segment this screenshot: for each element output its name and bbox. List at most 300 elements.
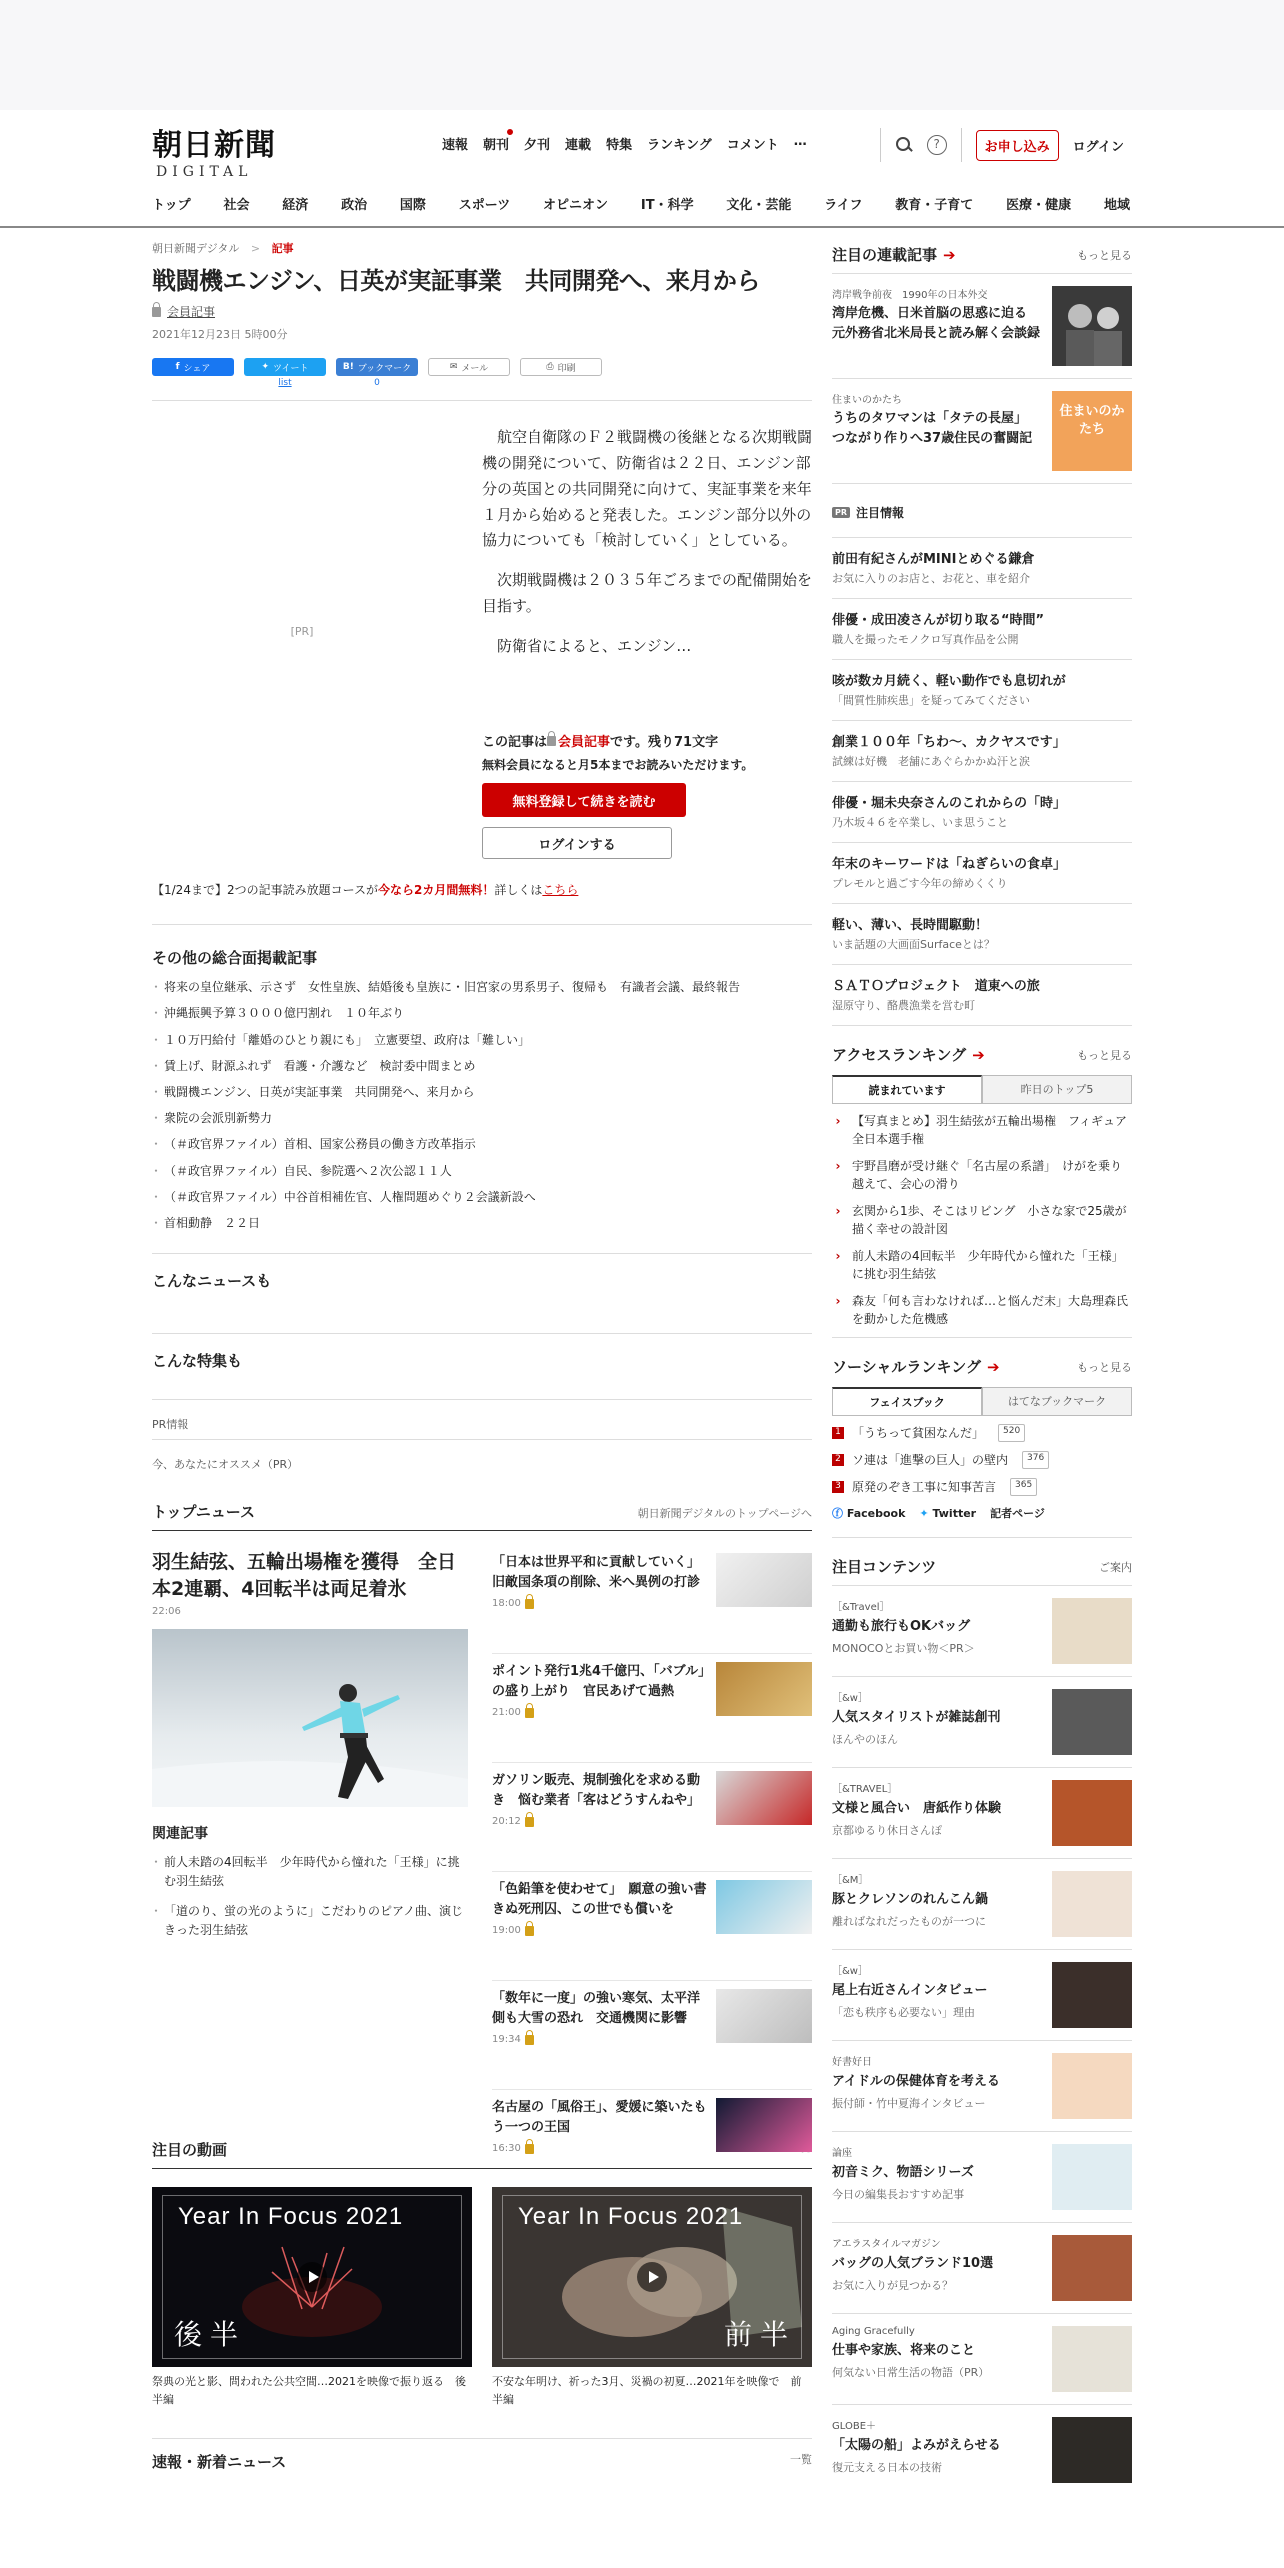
video-title: Year In Focus 2021 <box>178 2203 404 2231</box>
other-articles <box>152 924 812 1233</box>
paywall-prefix: この記事は <box>482 735 548 751</box>
serial-more-link[interactable]: もっと見る <box>1077 248 1132 262</box>
pr-title[interactable]: 俳優・成田凌さんが切り取る“時間” <box>832 613 1045 628</box>
ranking-item[interactable] <box>832 1478 1132 1496</box>
chevron-right-icon: › <box>835 1294 841 1308</box>
section-nav <box>152 194 1130 213</box>
lock-icon <box>152 307 161 317</box>
lock-icon <box>525 2144 534 2154</box>
site-header <box>0 110 1284 228</box>
related-list <box>152 1853 468 1940</box>
video-card[interactable] <box>152 2187 472 2408</box>
section-heading: アクセスランキング <box>832 1046 967 1064</box>
ranking-item[interactable] <box>832 1292 1132 1328</box>
related-news-block <box>152 1253 812 1333</box>
share-bar <box>152 358 812 388</box>
tab-yesterday-top5[interactable]: 昨日のトップ5 <box>982 1075 1132 1103</box>
promo-link[interactable]: こちら <box>542 883 579 898</box>
pr-item[interactable] <box>832 598 1132 659</box>
breadcrumb-separator: > <box>250 242 261 255</box>
content-title[interactable]: 初音ミク、物語シリーズ <box>832 2165 974 2180</box>
nav-choukan[interactable] <box>483 134 509 153</box>
play-icon[interactable] <box>297 2262 327 2292</box>
section-nav-item[interactable]: オピニオン <box>543 198 609 213</box>
ranking-title[interactable]: 宇野昌磨が受け継ぐ「名古屋の系譜」 けがを乗り越えて、会心の滑り <box>852 1159 1123 1191</box>
pr-title[interactable]: ＳＡＴＯプロジェクト 道東への旅 <box>832 979 1040 994</box>
paragraph: 航空自衛隊のＦ２戦闘機の後継となる次期戦闘機の開発について、防衛省は２２日、エンジン部分の英国との共同開発に向けて、実証事業を来年１月から始めると発表した。エンジン部分以外の協力についても「検討していく」としている。 <box>482 428 813 550</box>
top-news-item[interactable] <box>492 1549 812 1654</box>
article-date: 2021年12月23日 5時00分 <box>152 328 288 342</box>
help-icon[interactable]: ? <box>927 135 947 155</box>
share-count: 365 <box>1010 1478 1037 1496</box>
content-sub: 今日の編集長おすすめ記事 <box>832 2187 965 2201</box>
twitter-link-label: Twitter <box>932 1506 977 1520</box>
news-title[interactable]: 名古屋の「風俗王」、愛媛に築いたもう一つの王国 <box>492 2100 707 2135</box>
pr-item[interactable] <box>832 659 1132 720</box>
chevron-right-icon: › <box>835 1159 841 1173</box>
nav-comment[interactable]: コメント <box>726 138 779 153</box>
site-logo[interactable] <box>152 120 276 180</box>
section-heading: 注目の連載記事 <box>832 246 938 264</box>
section-heading: こんな特集も <box>152 1352 243 1371</box>
top-news-list <box>492 1549 812 2203</box>
ranking-title[interactable]: ソ連は「進撃の巨人」の壁内 <box>852 1453 1009 1467</box>
more-menu-icon[interactable]: … <box>793 134 807 149</box>
content-kicker: アエラスタイルマガジン <box>832 2239 941 2250</box>
logo-main-text: 朝日新聞 <box>152 128 276 163</box>
facebook-link[interactable]: ⓕ Facebook <box>832 1507 906 1520</box>
news-meta <box>492 1925 708 1936</box>
content-thumbnail[interactable] <box>1052 1689 1132 1755</box>
campaign-banner <box>152 881 812 924</box>
chevron-right-icon: › <box>835 1204 841 1218</box>
pr-title[interactable]: 前田有紀さんがMINIとめぐる鎌倉 <box>832 552 1035 567</box>
register-button[interactable]: 無料登録して続きを読む <box>482 783 686 817</box>
content-item[interactable] <box>832 2040 1132 2131</box>
content-kicker: ［&w］ <box>832 1966 868 1977</box>
mail-button[interactable] <box>428 358 510 376</box>
breadcrumb-current[interactable]: 記事 <box>271 242 294 255</box>
lock-icon <box>525 1926 534 1936</box>
serial-item[interactable] <box>832 273 1132 378</box>
content-sub: 何気ない日常生活の物語（PR） <box>832 2365 990 2379</box>
rank-number: 1 <box>832 1427 844 1439</box>
social-tabs <box>832 1387 1132 1416</box>
ranking-title[interactable]: 【写真まとめ】羽生結弦が五輪出場権 フィギュア全日本選手権 <box>852 1114 1128 1146</box>
breaking-more-link[interactable]: 一覧 <box>790 2453 812 2467</box>
section-nav-item[interactable]: 医療・健康 <box>1006 198 1072 213</box>
access-ranking-header <box>832 1025 1132 1073</box>
pr-sub: お気に入りのお店と、お花と、車を紹介 <box>832 572 1030 585</box>
share-count: 520 <box>998 1424 1025 1442</box>
divider <box>961 128 962 162</box>
pr-tag: PR <box>832 507 850 518</box>
section-nav-item[interactable]: 国際 <box>399 198 426 213</box>
news-thumbnail[interactable] <box>716 1771 812 1825</box>
ranking-item[interactable] <box>832 1247 1132 1283</box>
news-title[interactable]: ポイント発行1兆4千億円、「バブル」の盛り上がり 官民あげて過熱 <box>492 1664 705 1699</box>
nav-rensai[interactable]: 連載 <box>565 138 592 153</box>
tweet-label: ツイート <box>272 363 309 374</box>
content-title[interactable]: 「太陽の船」よみがえらせる <box>832 2438 1001 2453</box>
pr-item[interactable] <box>832 537 1132 598</box>
serial-title[interactable]: 湾岸危機、日米首脳の思惑に迫る 元外務省北米局長と読み解く会談録 <box>832 306 1041 341</box>
section-nav-item[interactable]: ライフ <box>824 198 863 213</box>
chevron-right-icon: › <box>835 1249 841 1263</box>
section-heading: 速報・新着ニュース <box>152 2453 287 2472</box>
facebook-share-button[interactable] <box>152 358 234 376</box>
other-article-item[interactable]: ・ （＃政官界ファイル）中谷首相補佐官、人権問題めぐり２会議新設へ <box>152 1188 812 1207</box>
serial-photo[interactable] <box>1052 286 1132 366</box>
pr-title[interactable]: 年末のキーワードは「ねぎらいの食卓」 <box>832 857 1067 872</box>
other-article-item[interactable]: ・ （＃政官界ファイル）首相、国家公務員の働き方改革指示 <box>152 1135 812 1154</box>
pr-list <box>832 537 1132 1025</box>
content-thumbnail[interactable] <box>1052 1598 1132 1664</box>
nav-ranking[interactable]: ランキング <box>647 138 712 153</box>
content-kicker: 論座 <box>832 2148 852 2159</box>
related-feature-block <box>152 1333 812 1399</box>
breaking-news-header <box>152 2438 812 2472</box>
ranking-title[interactable]: 森友「何も言わなければ…と悩んだ末」大島理森氏を動かした危機感 <box>852 1294 1129 1326</box>
content-item[interactable] <box>832 1858 1132 1949</box>
paywall-note: 無料会員になると月5本までお読みいただけます。 <box>482 758 754 773</box>
content-kicker: ［&M］ <box>832 1875 869 1886</box>
access-tabs <box>832 1075 1132 1104</box>
pr-sub: プレモルと過ごす今年の締めくくり <box>832 877 1008 890</box>
tab-most-read[interactable]: 読まれています <box>832 1075 982 1103</box>
share-count: 376 <box>1022 1451 1049 1469</box>
news-time: 21:00 <box>492 1707 521 1719</box>
pr-title[interactable]: 軽い、薄い、長時間駆動！ <box>832 918 989 933</box>
tweet-count[interactable]: list <box>278 378 292 389</box>
contents-guide-link[interactable]: ご案内 <box>1099 1560 1132 1574</box>
arrow-right-icon: ➔ <box>986 1357 1000 1376</box>
news-title[interactable]: 「数年に一度」の強い寒気、太平洋側も大雪の恐れ 交通機関に影響 <box>492 1991 701 2026</box>
social-ranking-header <box>832 1337 1132 1385</box>
section-heading: ソーシャルランキング <box>832 1358 981 1376</box>
content-sub: 京都ゆるり休日さんぽ <box>832 1823 942 1837</box>
serial-header <box>832 240 1132 273</box>
pr-sub: 試練は好機 老舗にあぐらかかぬ汗と涙 <box>832 755 1030 768</box>
section-heading: その他の総合面掲載記事 <box>152 949 318 968</box>
content-sub: 離ればなれだったものが一つに <box>832 1914 986 1928</box>
contents-header <box>832 1537 1132 1585</box>
paywall-notice <box>482 731 812 750</box>
top-news-item[interactable] <box>492 1985 812 2090</box>
chevron-right-icon: › <box>835 1114 841 1128</box>
print-button[interactable] <box>520 358 602 376</box>
content-thumbnail[interactable] <box>1052 2144 1132 2210</box>
ranking-title[interactable]: 前人未踏の4回転半 少年時代から憧れた「王様」に挑む羽生結弦 <box>852 1249 1124 1281</box>
content-thumbnail[interactable] <box>1052 1871 1132 1937</box>
pr-item[interactable] <box>832 842 1132 903</box>
section-heading: 注目情報 <box>856 506 905 520</box>
top-news-item[interactable] <box>492 1876 812 1981</box>
ranking-item[interactable] <box>832 1424 1132 1442</box>
other-article-item[interactable]: ・ 賃上げ、財源ふれず 看護・介護など 検討委中間まとめ <box>152 1057 812 1076</box>
section-heading: トップニュース <box>152 1503 256 1522</box>
nav-sokuho[interactable]: 速報 <box>442 138 469 153</box>
top-nav <box>442 134 807 153</box>
pr-ad-slot[interactable]: [PR] <box>290 624 314 638</box>
news-thumbnail[interactable] <box>716 1553 812 1607</box>
facebook-share-label: シェア <box>183 363 211 374</box>
main-column <box>152 240 812 2472</box>
content-thumbnail[interactable] <box>1052 2417 1132 2483</box>
video-thumbnail[interactable] <box>492 2187 812 2367</box>
paragraph: 防衛省によると、エンジン… <box>497 636 692 655</box>
content-kicker: GLOBE＋ <box>832 2421 877 2432</box>
social-more-link[interactable]: もっと見る <box>1077 1360 1132 1374</box>
news-time: 20:12 <box>492 1816 521 1828</box>
content-title[interactable]: 仕事や家族、将来のこと <box>832 2343 976 2358</box>
promo-text: 詳しくは <box>494 883 543 898</box>
related-item[interactable]: ・ 「道のり、蛍の光のように」こだわりのピアノ曲、演じきった羽生結弦 <box>152 1902 468 1940</box>
section-nav-item[interactable]: IT・科学 <box>640 198 694 213</box>
breadcrumb-home[interactable]: 朝日新聞デジタル <box>152 242 240 255</box>
serial-item[interactable] <box>832 378 1132 483</box>
top-news-item[interactable] <box>492 1658 812 1763</box>
content-item[interactable] <box>832 1949 1132 2040</box>
pr-title[interactable]: 俳優・堀未央奈さんのこれからの「時」 <box>832 796 1067 811</box>
content-thumbnail[interactable] <box>1052 2235 1132 2301</box>
tab-hatena[interactable]: はてなブックマーク <box>982 1387 1132 1415</box>
news-thumbnail[interactable] <box>716 1989 812 2043</box>
news-thumbnail[interactable] <box>716 2098 812 2152</box>
arrow-right-icon: ➔ <box>943 245 956 264</box>
member-badge <box>152 303 812 320</box>
content-thumbnail[interactable] <box>1052 2053 1132 2119</box>
related-item[interactable]: ・ 前人未踏の4回転半 少年時代から憧れた「王様」に挑む羽生結弦 <box>152 1853 468 1891</box>
content-kicker: ［&w］ <box>832 1693 868 1704</box>
apply-button[interactable]: お申し込み <box>976 130 1059 161</box>
content-kicker: 好書好日 <box>832 2057 872 2068</box>
content-item[interactable] <box>832 1767 1132 1858</box>
lead-photo[interactable] <box>152 1629 468 1807</box>
pr-title[interactable]: 創業１００年「ちわ～、カクヤスです」 <box>832 735 1066 750</box>
pr-item[interactable] <box>832 781 1132 842</box>
pr-item[interactable] <box>832 964 1132 1025</box>
content-item[interactable] <box>832 2404 1132 2495</box>
video-card[interactable] <box>492 2187 812 2408</box>
divider <box>880 128 881 162</box>
social-links <box>832 1505 1132 1521</box>
promo-highlight: 今なら2カ月間無料！ <box>377 883 495 898</box>
mail-icon: ✉ <box>449 362 458 373</box>
video-list <box>152 2187 812 2408</box>
ranking-title[interactable]: 玄関から1歩、そこはリビング 小さな家で25歳が描く幸せの設計図 <box>852 1204 1127 1236</box>
section-nav-item[interactable]: 社会 <box>223 198 250 213</box>
news-title[interactable]: ガソリン販売、規制強化を求める動き 悩む業者「客はどうすんねや」 <box>492 1773 701 1808</box>
facebook-icon: f <box>175 362 180 373</box>
content-title[interactable]: 尾上右近さんインタビュー <box>832 1983 988 1998</box>
skater-photo <box>152 1629 468 1807</box>
ranking-item[interactable] <box>832 1451 1132 1469</box>
section-nav-item[interactable]: トップ <box>152 198 191 213</box>
twitter-icon: ✦ <box>261 362 269 373</box>
top-news-more-link[interactable]: 朝日新聞デジタルのトップページへ <box>637 1507 812 1521</box>
other-article-item[interactable]: ・ 将来の皇位継承、示さず 女性皇族、結婚後も皇族に・旧宮家の男系男子、復帰も 有識者会議、最終報告 <box>152 978 812 997</box>
paywall-member[interactable]: 会員記事 <box>558 735 611 751</box>
lead-title[interactable]: 羽生結弦、五輪出場権を獲得 全日本2連覇、4回転半は両足着氷 <box>152 1551 457 1600</box>
recommend-block <box>152 1439 812 1483</box>
reporter-page-link[interactable]: 記者ページ <box>990 1507 1045 1520</box>
other-article-item[interactable]: ・ （＃政官界ファイル）自民、参院選へ２次公認１１人 <box>152 1162 812 1181</box>
video-title: Year In Focus 2021 <box>518 2203 744 2231</box>
content-kicker: ［&Travel］ <box>832 1602 890 1613</box>
serial-kicker: 住まいのかたち <box>832 395 902 406</box>
ranking-title[interactable]: 「うちって貧困なんだ」 <box>852 1426 985 1440</box>
content-title[interactable]: バッグの人気ブランド10選 <box>832 2256 994 2271</box>
news-meta <box>492 1816 708 1827</box>
lock-icon <box>525 1817 534 1827</box>
serial-title[interactable]: うちのタワマンは「タテの長屋」 つながり作りへ37歳住民の奮闘記 <box>832 411 1034 446</box>
nav-choukan-label: 朝刊 <box>483 138 510 153</box>
pr-sub: 湿原守り、酪農漁業を営む町 <box>832 999 975 1012</box>
content-title[interactable]: アイドルの保健体育を考える <box>832 2074 1000 2089</box>
contents-list <box>832 1585 1132 2495</box>
access-more-link[interactable]: もっと見る <box>1077 1048 1132 1062</box>
video-caption[interactable]: 祭典の光と影、問われた公共空間…2021を映像で振り返る 後半編 <box>152 2375 466 2406</box>
content-item[interactable] <box>832 2222 1132 2313</box>
pr-sub: 乃木坂４６を卒業し、いま思うこと <box>832 816 1008 829</box>
content-title[interactable]: 豚とクレソンのれんこん鍋 <box>832 1892 989 1907</box>
news-time: 19:00 <box>492 1925 521 1937</box>
content-sub: 振付師・竹中夏海インタビュー <box>832 2096 986 2110</box>
top-news-lead[interactable] <box>152 1549 468 1940</box>
login-button[interactable]: ログインする <box>482 827 672 859</box>
ranking-item[interactable] <box>832 1112 1132 1148</box>
news-time: 18:00 <box>492 1598 521 1610</box>
other-article-item[interactable]: ・ １０万円給付「離婚のひとり親にも」 立憲要望、政府は「難しい」 <box>152 1031 812 1050</box>
section-heading: 注目コンテンツ <box>832 1558 937 1576</box>
section-nav-item[interactable]: 文化・芸能 <box>726 198 792 213</box>
content-thumbnail[interactable] <box>1052 2326 1132 2392</box>
news-meta <box>492 1707 708 1718</box>
article-body <box>152 411 812 881</box>
other-article-item[interactable]: ・ 首相動静 ２２日 <box>152 1214 812 1233</box>
serial-logo-image[interactable]: 住まいのかたち <box>1052 391 1132 471</box>
pr-sub: いま話題の大画面Surfaceとは？ <box>832 938 995 951</box>
nav-tokushu[interactable]: 特集 <box>606 138 633 153</box>
content-item[interactable] <box>832 2131 1132 2222</box>
content-item[interactable] <box>832 1676 1132 1767</box>
news-meta <box>492 1598 708 1609</box>
lock-icon <box>525 1708 534 1718</box>
ranking-item[interactable] <box>832 1202 1132 1238</box>
lead-time: 22:06 <box>152 1606 181 1618</box>
news-thumbnail[interactable] <box>716 1662 812 1716</box>
search-icon[interactable] <box>895 136 913 154</box>
promo-text: 【1/24まで】2つの記事読み放題コースが <box>152 883 378 898</box>
other-articles-list <box>152 978 812 1233</box>
paragraph: 次期戦闘機は２０３５年ごろまでの配備開始を目指す。 <box>482 571 813 615</box>
play-icon[interactable] <box>637 2262 667 2292</box>
other-article-item[interactable]: ・ 衆院の会派別新勢力 <box>152 1109 812 1128</box>
pr-info-block <box>152 1399 812 1439</box>
top-news-item[interactable] <box>492 1767 812 1872</box>
top-ad-banner <box>0 0 1284 110</box>
pr-sub: 職人を撮ったモノクロ写真作品を公開 <box>832 633 1019 646</box>
lock-icon <box>525 1599 534 1609</box>
content-kicker: Aging Gracefully <box>832 2326 915 2337</box>
video-half-label: 前半 <box>723 2318 796 2352</box>
section-nav-item[interactable]: 地域 <box>1103 198 1130 213</box>
content-thumbnail[interactable] <box>1052 1962 1132 2028</box>
news-title[interactable]: 「日本は世界平和に貢献していく」旧敵国条項の削除、米へ異例の打診 <box>492 1555 701 1590</box>
bookmark-label: ブックマーク <box>357 363 412 374</box>
section-nav-item[interactable]: 教育・子育て <box>895 198 974 213</box>
pr-item[interactable] <box>832 720 1132 781</box>
header-tools <box>880 128 1124 162</box>
top-news-item[interactable] <box>492 2094 812 2199</box>
print-label: 印刷 <box>557 363 576 374</box>
tab-facebook[interactable]: フェイスブック <box>832 1387 982 1415</box>
content-sub: 復元支える日本の技術 <box>832 2460 942 2474</box>
top-news-header <box>152 1491 812 1531</box>
section-nav-item[interactable]: スポーツ <box>458 198 511 213</box>
print-icon: ⎙ <box>546 362 554 373</box>
mail-label: メール <box>461 363 489 374</box>
content-item[interactable] <box>832 2313 1132 2404</box>
rank-number: 3 <box>832 1481 844 1493</box>
section-heading: 今、あなたにオススメ（PR） <box>152 1458 299 1472</box>
pr-item[interactable] <box>832 903 1132 964</box>
section-heading: 注目の動画 <box>152 2141 228 2160</box>
nav-yukan[interactable]: 夕刊 <box>524 138 551 153</box>
twitter-link[interactable]: ✦ Twitter <box>919 1506 977 1520</box>
bookmark-button[interactable] <box>336 358 418 376</box>
sidebar <box>832 240 1132 2495</box>
related-heading: 関連記事 <box>152 1826 208 1843</box>
section-heading: PR情報 <box>152 1418 189 1432</box>
tweet-button[interactable] <box>244 358 326 376</box>
content-title[interactable]: 人気スタイリストが雑誌創刊 <box>832 1710 1001 1725</box>
member-label[interactable]: 会員記事 <box>167 305 216 320</box>
article-title: 戦闘機エンジン、日英が実証事業 共同開発へ、来月から <box>152 267 760 295</box>
video-thumbnail[interactable] <box>152 2187 472 2367</box>
divider <box>152 400 812 401</box>
video-half-label: 後半 <box>174 2318 247 2352</box>
section-nav-item[interactable]: 経済 <box>282 198 309 213</box>
content-thumbnail[interactable] <box>1052 1780 1132 1846</box>
lock-icon <box>547 736 556 746</box>
ranking-title[interactable]: 原発のぞき工事に知事苦言 <box>852 1480 997 1494</box>
content-kicker: ［&TRAVEL］ <box>832 1784 898 1795</box>
pr-sub: 「間質性肺疾患」を疑ってみてください <box>832 694 1030 707</box>
ranking-item[interactable] <box>832 1157 1132 1193</box>
paywall-suffix: です。残り71文字 <box>610 735 719 751</box>
content-title[interactable]: 通勤も旅行もOKバッグ <box>832 1619 971 1634</box>
news-meta <box>492 2143 708 2154</box>
pr-title[interactable]: 咳が数カ月続く、軽い動作でも息切れが <box>832 674 1066 689</box>
content-sub: ほんやのほん <box>832 1732 898 1746</box>
video-caption[interactable]: 不安な年明け、祈った3月、災禍の初夏…2021年を映像で 前半編 <box>492 2375 802 2406</box>
section-nav-item[interactable]: 政治 <box>341 198 368 213</box>
other-article-item[interactable]: ・ 戦闘機エンジン、日英が実証事業 共同開発へ、来月から <box>152 1083 812 1102</box>
content-sub: MONOCOとお買い物＜PR＞ <box>832 1641 975 1655</box>
arrow-right-icon: ➔ <box>972 1045 985 1064</box>
content-item[interactable] <box>832 1585 1132 1676</box>
news-thumbnail[interactable] <box>716 1880 812 1934</box>
other-article-item[interactable]: ・ 沖縄振興予算３０００億円割れ １０年ぶり <box>152 1004 812 1023</box>
news-title[interactable]: 「色鉛筆を使わせて」 願意の強い書きぬ死刑囚、この世でも償いを <box>492 1882 707 1917</box>
content-title[interactable]: 文様と風合い 唐紙作り体験 <box>832 1801 1002 1816</box>
news-meta <box>492 2034 708 2045</box>
bookmark-count[interactable]: 0 <box>374 378 380 389</box>
login-link[interactable]: ログイン <box>1072 139 1124 155</box>
serial-kicker: 湾岸戦争前夜 1990年の日本外交 <box>832 290 988 301</box>
